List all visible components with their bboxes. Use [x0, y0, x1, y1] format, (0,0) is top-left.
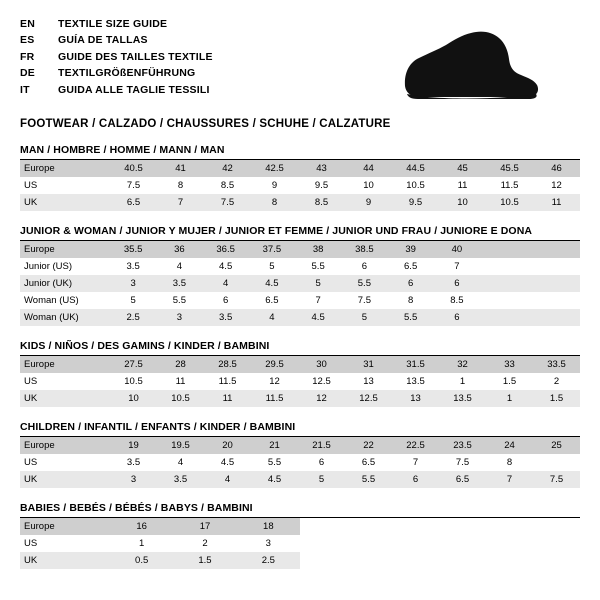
table-row — [20, 309, 580, 326]
row-label: Europe — [20, 160, 110, 177]
row-label: UK — [20, 471, 110, 488]
cell: 33.5 — [533, 356, 580, 373]
language-row — [20, 66, 213, 83]
cell: 37.5 — [249, 241, 295, 258]
language-title-list — [20, 16, 213, 99]
cell: 4.5 — [249, 275, 295, 292]
cell: 7.5 — [533, 471, 580, 488]
cell-empty — [480, 309, 580, 326]
cell: 11 — [204, 390, 251, 407]
table-row — [20, 241, 580, 258]
cell: 0.5 — [110, 552, 173, 569]
cell-empty — [480, 241, 580, 258]
table-row — [20, 552, 580, 569]
row-label: UK — [20, 390, 110, 407]
cell: 39 — [388, 241, 434, 258]
cell: 5.5 — [251, 454, 298, 471]
cell: 7.5 — [341, 292, 387, 309]
cell: 18 — [237, 518, 300, 535]
table-row — [20, 356, 580, 373]
cell: 42 — [204, 160, 251, 177]
cell: 6 — [298, 454, 345, 471]
section-title: MAN / HOMBRE / HOMME / MANN / MAN — [20, 144, 580, 160]
language-code: EN — [20, 17, 35, 30]
language-title: TEXTILGRÖßENFÜHRUNG — [58, 67, 196, 79]
row-label: Junior (UK) — [20, 275, 110, 292]
cell: 36.5 — [203, 241, 249, 258]
size-table-body — [20, 356, 580, 407]
cell: 4 — [157, 454, 204, 471]
cell: 1.5 — [533, 390, 580, 407]
cell: 25 — [533, 437, 580, 454]
cell: 6 — [434, 275, 480, 292]
row-label: Woman (US) — [20, 292, 110, 309]
cell: 4 — [156, 258, 202, 275]
dress-shoe-icon — [374, 28, 544, 106]
cell: 6 — [434, 309, 480, 326]
cell: 3.5 — [110, 454, 157, 471]
section-babies — [20, 502, 580, 569]
cell: 7 — [486, 471, 533, 488]
cell: 4 — [249, 309, 295, 326]
cell-empty — [300, 518, 580, 535]
table-row — [20, 535, 580, 552]
cell: 7.5 — [204, 194, 251, 211]
cell: 6 — [341, 258, 387, 275]
section-title: CHILDREN / INFANTIL / ENFANTS / KINDER / BAMBINI — [20, 421, 580, 437]
cell: 43 — [298, 160, 345, 177]
cell: 9 — [345, 194, 392, 211]
language-row — [20, 49, 213, 66]
cell-empty — [480, 275, 580, 292]
section-children — [20, 421, 580, 488]
cell: 21 — [251, 437, 298, 454]
table-row — [20, 177, 580, 194]
cell: 7.5 — [110, 177, 157, 194]
cell: 1.5 — [173, 552, 236, 569]
cell: 5.5 — [388, 309, 434, 326]
cell: 12 — [251, 373, 298, 390]
section-title: JUNIOR & WOMAN / JUNIOR Y MUJER / JUNIOR ET FEMME / JUNIOR UND FRAU / JUNIORE E DONA — [20, 225, 580, 241]
cell — [533, 454, 580, 471]
cell: 22.5 — [392, 437, 439, 454]
cell: 8.5 — [434, 292, 480, 309]
table-row — [20, 437, 580, 454]
cell: 3 — [237, 535, 300, 552]
cell: 4 — [204, 471, 251, 488]
row-label: Woman (UK) — [20, 309, 110, 326]
cell: 6 — [388, 275, 434, 292]
cell: 28 — [157, 356, 204, 373]
cell: 6 — [392, 471, 439, 488]
cell: 2.5 — [110, 309, 156, 326]
language-title: GUÍA DE TALLAS — [58, 34, 148, 46]
table-row — [20, 160, 580, 177]
cell: 44 — [345, 160, 392, 177]
language-title: GUIDA ALLE TAGLIE TESSILI — [58, 83, 210, 96]
cell: 1.5 — [486, 373, 533, 390]
size-table-body — [20, 160, 580, 211]
table-row — [20, 518, 580, 535]
cell: 8.5 — [204, 177, 251, 194]
language-code: FR — [20, 50, 35, 63]
row-label: Europe — [20, 518, 110, 535]
cell: 10.5 — [157, 390, 204, 407]
cell: 3 — [110, 275, 156, 292]
table-row — [20, 258, 580, 275]
table-row — [20, 275, 580, 292]
cell: 12.5 — [298, 373, 345, 390]
cell: 9.5 — [392, 194, 439, 211]
section-title: KIDS / NIÑOS / DES GAMINS / KINDER / BAMBINI — [20, 340, 580, 356]
cell: 3.5 — [203, 309, 249, 326]
cell: 19.5 — [157, 437, 204, 454]
cell: 13 — [345, 373, 392, 390]
cell: 5.5 — [295, 258, 341, 275]
cell: 21.5 — [298, 437, 345, 454]
row-label: Europe — [20, 241, 110, 258]
cell: 5.5 — [341, 275, 387, 292]
cell: 1 — [110, 535, 173, 552]
language-code: ES — [20, 34, 35, 46]
language-code: IT — [20, 83, 30, 96]
table-row — [20, 194, 580, 211]
cell: 5 — [295, 275, 341, 292]
cell: 44.5 — [392, 160, 439, 177]
language-row — [20, 82, 213, 99]
cell: 35.5 — [110, 241, 156, 258]
table-row — [20, 373, 580, 390]
cell: 31.5 — [392, 356, 439, 373]
cell: 4 — [203, 275, 249, 292]
cell: 23.5 — [439, 437, 486, 454]
cell: 11 — [157, 373, 204, 390]
table-row — [20, 471, 580, 488]
cell: 12 — [298, 390, 345, 407]
cell: 12.5 — [345, 390, 392, 407]
cell: 45.5 — [486, 160, 533, 177]
cell: 41 — [157, 160, 204, 177]
table-row — [20, 292, 580, 309]
cell-empty — [300, 535, 580, 552]
size-table-body — [20, 518, 580, 569]
cell: 31 — [345, 356, 392, 373]
cell: 6.5 — [388, 258, 434, 275]
cell: 11.5 — [486, 177, 533, 194]
cell: 1 — [486, 390, 533, 407]
cell: 11 — [533, 194, 580, 211]
cell-empty — [480, 258, 580, 275]
cell: 12 — [533, 177, 580, 194]
table-row — [20, 390, 580, 407]
cell: 29.5 — [251, 356, 298, 373]
cell: 13.5 — [392, 373, 439, 390]
row-label: UK — [20, 552, 110, 569]
cell-empty — [480, 292, 580, 309]
cell: 10.5 — [110, 373, 157, 390]
cell: 5 — [341, 309, 387, 326]
cell: 11.5 — [204, 373, 251, 390]
cell: 4.5 — [295, 309, 341, 326]
cell: 40 — [434, 241, 480, 258]
cell: 19 — [110, 437, 157, 454]
cell: 24 — [486, 437, 533, 454]
cell: 1 — [439, 373, 486, 390]
cell: 2.5 — [237, 552, 300, 569]
cell: 3.5 — [110, 258, 156, 275]
cell: 8.5 — [298, 194, 345, 211]
table-row — [20, 454, 580, 471]
cell: 6 — [203, 292, 249, 309]
size-table-body — [20, 437, 580, 488]
cell: 8 — [157, 177, 204, 194]
cell: 42.5 — [251, 160, 298, 177]
section-title: BABIES / BEBÉS / BÉBÉS / BABYS / BAMBINI — [20, 502, 580, 518]
cell: 4.5 — [251, 471, 298, 488]
language-row — [20, 33, 213, 50]
row-label: US — [20, 535, 110, 552]
cell: 2 — [533, 373, 580, 390]
size-table-man — [20, 160, 580, 211]
cell: 16 — [110, 518, 173, 535]
cell: 10.5 — [392, 177, 439, 194]
cell: 13 — [392, 390, 439, 407]
section-kids — [20, 340, 580, 407]
language-title: GUIDE DES TAILLES TEXTILE — [58, 50, 213, 63]
cell: 4.5 — [203, 258, 249, 275]
cell: 8 — [251, 194, 298, 211]
language-title-list-body — [20, 16, 213, 99]
cell-empty — [300, 552, 580, 569]
cell: 38 — [295, 241, 341, 258]
cell: 32 — [439, 356, 486, 373]
cell: 7 — [295, 292, 341, 309]
cell: 7 — [434, 258, 480, 275]
cell: 17 — [173, 518, 236, 535]
language-code: DE — [20, 67, 35, 79]
cell: 3 — [156, 309, 202, 326]
cell: 8 — [486, 454, 533, 471]
cell: 45 — [439, 160, 486, 177]
cell: 11 — [439, 177, 486, 194]
cell: 7 — [392, 454, 439, 471]
cell: 9.5 — [298, 177, 345, 194]
row-label: Junior (US) — [20, 258, 110, 275]
cell: 20 — [204, 437, 251, 454]
cell: 8 — [388, 292, 434, 309]
section-junior-woman — [20, 225, 580, 326]
cell: 38.5 — [341, 241, 387, 258]
cell: 6.5 — [249, 292, 295, 309]
cell: 4.5 — [204, 454, 251, 471]
cell: 9 — [251, 177, 298, 194]
cell: 40.5 — [110, 160, 157, 177]
cell: 5.5 — [156, 292, 202, 309]
cell: 10 — [345, 177, 392, 194]
language-title: TEXTILE SIZE GUIDE — [58, 17, 168, 30]
row-label: US — [20, 373, 110, 390]
cell: 6.5 — [345, 454, 392, 471]
cell: 3.5 — [156, 275, 202, 292]
cell: 28.5 — [204, 356, 251, 373]
cell: 10.5 — [486, 194, 533, 211]
document-header — [20, 16, 580, 108]
row-label: Europe — [20, 437, 110, 454]
cell: 5 — [298, 471, 345, 488]
cell: 46 — [533, 160, 580, 177]
size-table-junior-woman — [20, 241, 580, 326]
row-label: US — [20, 177, 110, 194]
row-label: US — [20, 454, 110, 471]
size-table-children — [20, 437, 580, 488]
row-label: UK — [20, 194, 110, 211]
section-man — [20, 144, 580, 211]
cell: 5 — [249, 258, 295, 275]
size-table-body — [20, 241, 580, 326]
size-table-babies — [20, 518, 580, 569]
size-table-kids — [20, 356, 580, 407]
cell: 27.5 — [110, 356, 157, 373]
category-line: FOOTWEAR / CALZADO / CHAUSSURES / SCHUHE / CALZATURE — [20, 118, 391, 130]
row-label: Europe — [20, 356, 110, 373]
cell: 13.5 — [439, 390, 486, 407]
cell: 2 — [173, 535, 236, 552]
cell: 11.5 — [251, 390, 298, 407]
cell: 6.5 — [110, 194, 157, 211]
language-row — [20, 16, 213, 33]
cell: 5.5 — [345, 471, 392, 488]
cell: 5 — [110, 292, 156, 309]
cell: 6.5 — [439, 471, 486, 488]
cell: 10 — [110, 390, 157, 407]
cell: 7 — [157, 194, 204, 211]
cell: 33 — [486, 356, 533, 373]
cell: 36 — [156, 241, 202, 258]
cell: 22 — [345, 437, 392, 454]
cell: 3 — [110, 471, 157, 488]
cell: 7.5 — [439, 454, 486, 471]
cell: 30 — [298, 356, 345, 373]
cell: 10 — [439, 194, 486, 211]
cell: 3.5 — [157, 471, 204, 488]
